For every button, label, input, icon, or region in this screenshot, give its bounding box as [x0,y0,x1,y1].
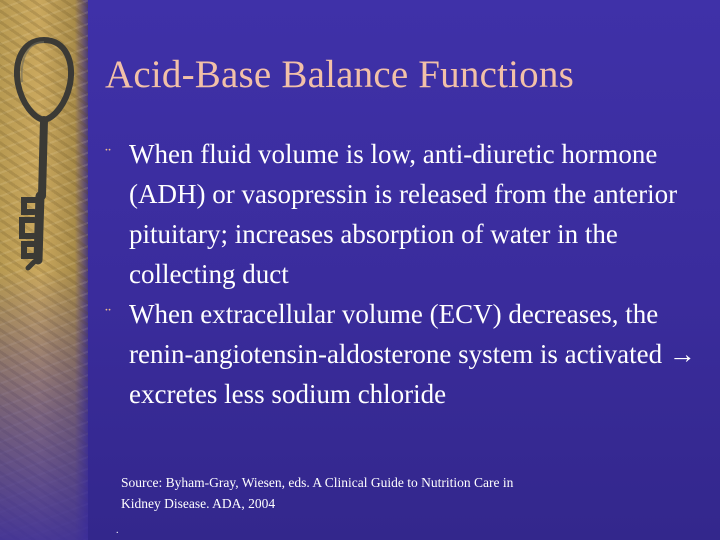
bullet-list [105,134,705,414]
bullet-text: When fluid volume is low, anti-diuretic hormone (ADH) or vasopressin is released from the anterior pituitary; increases absorption of water in the collecting duct [129,139,678,289]
source-line-2: Kidney Disease. ADA, 2004 [121,496,276,511]
left-decorative-band [0,0,88,540]
antique-key-icon [0,0,88,280]
band-fade [0,270,88,540]
bullet-text: When extracellular volume (ECV) decreases, the renin-angiotensin-aldosterone system is activated → excretes less sodium chloride [129,299,696,409]
bullet-marker-icon: ¨ [105,144,111,164]
slide-title: Acid-Base Balance Functions [105,53,574,96]
source-line-1: Source: Byham-Gray, Wiesen, eds. A Clinical Guide to Nutrition Care in [121,475,514,490]
bullet-marker-icon: ¨ [105,304,111,324]
source-citation [121,472,641,514]
footer-mark: . [116,525,119,536]
list-item [105,134,705,294]
list-item [105,294,705,414]
